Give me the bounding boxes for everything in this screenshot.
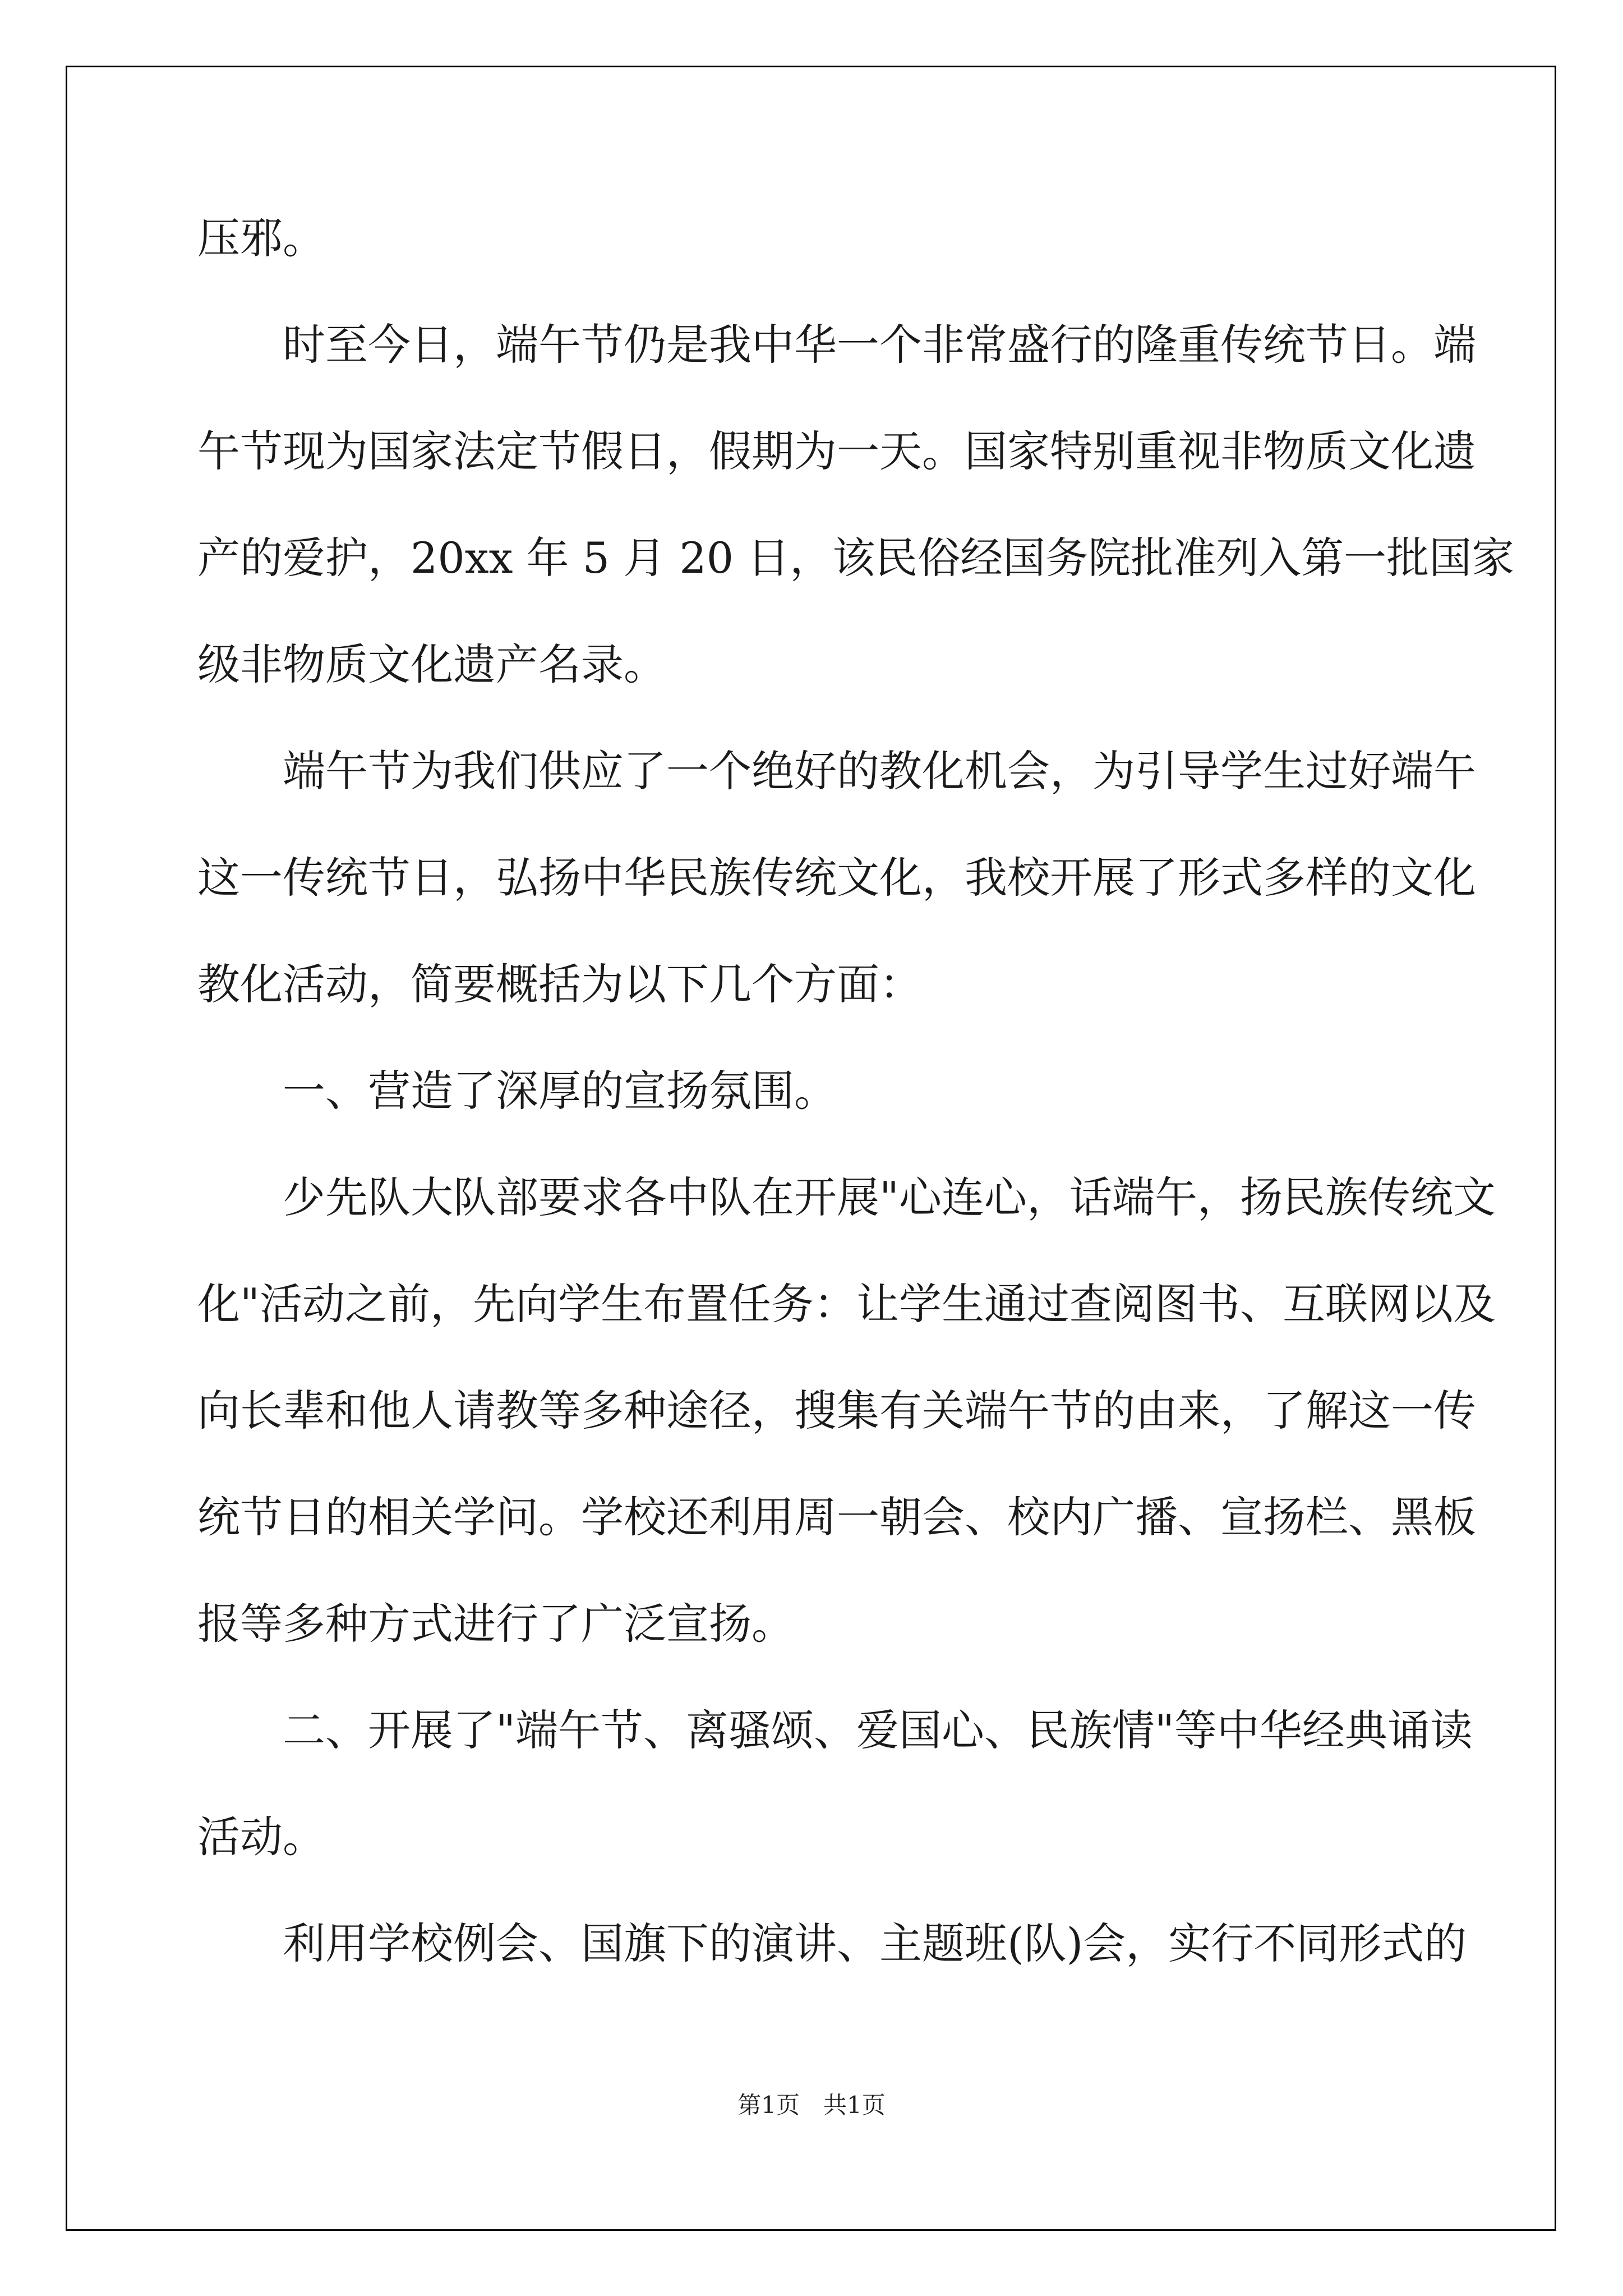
text-line: 化"活动之前，先向学生布置任务：让学生通过查阅图书、互联网以及	[197, 1279, 1496, 1329]
text-line: 活动。	[197, 1812, 325, 1862]
text-line: 这一传统节日，弘扬中华民族传统文化，我校开展了形式多样的文化	[197, 853, 1476, 903]
text-line: 端午节为我们供应了一个绝好的教化机会，为引导学生过好端午	[283, 746, 1476, 796]
page-number-label: 第1页 共1页	[737, 2091, 886, 2119]
page-footer	[0, 2087, 1623, 2120]
page-border	[66, 66, 1556, 2231]
text-line: 产的爱护，20xx 年 5 月 20 日，该民俗经国务院批准列入第一批国家	[197, 533, 1515, 583]
text-line: 一、营造了深厚的宣扬氛围。	[283, 1066, 837, 1116]
text-line: 统节日的相关学问。学校还利用周一朝会、校内广播、宣扬栏、黑板	[197, 1492, 1476, 1542]
text-line: 少先队大队部要求各中队在开展"心连心，话端午，扬民族传统文	[283, 1172, 1496, 1222]
text-line: 教化活动，简要概括为以下几个方面：	[197, 959, 922, 1009]
text-line: 报等多种方式进行了广泛宣扬。	[197, 1599, 794, 1649]
text-line: 二、开展了"端午节、离骚颂、爱国心、民族情"等中华经典诵读	[283, 1705, 1473, 1755]
text-line: 利用学校例会、国旗下的演讲、主题班(队)会，实行不同形式的	[283, 1918, 1467, 1968]
text-line: 向长辈和他人请教等多种途径，搜集有关端午节的由来，了解这一传	[197, 1386, 1476, 1435]
text-line: 级非物质文化遗产名录。	[197, 639, 666, 689]
text-line: 午节现为国家法定节假日，假期为一天。国家特别重视非物质文化遗	[197, 426, 1476, 476]
text-line: 时至今日，端午节仍是我中华一个非常盛行的隆重传统节日。端	[283, 320, 1476, 370]
text-line: 压邪。	[197, 213, 325, 263]
